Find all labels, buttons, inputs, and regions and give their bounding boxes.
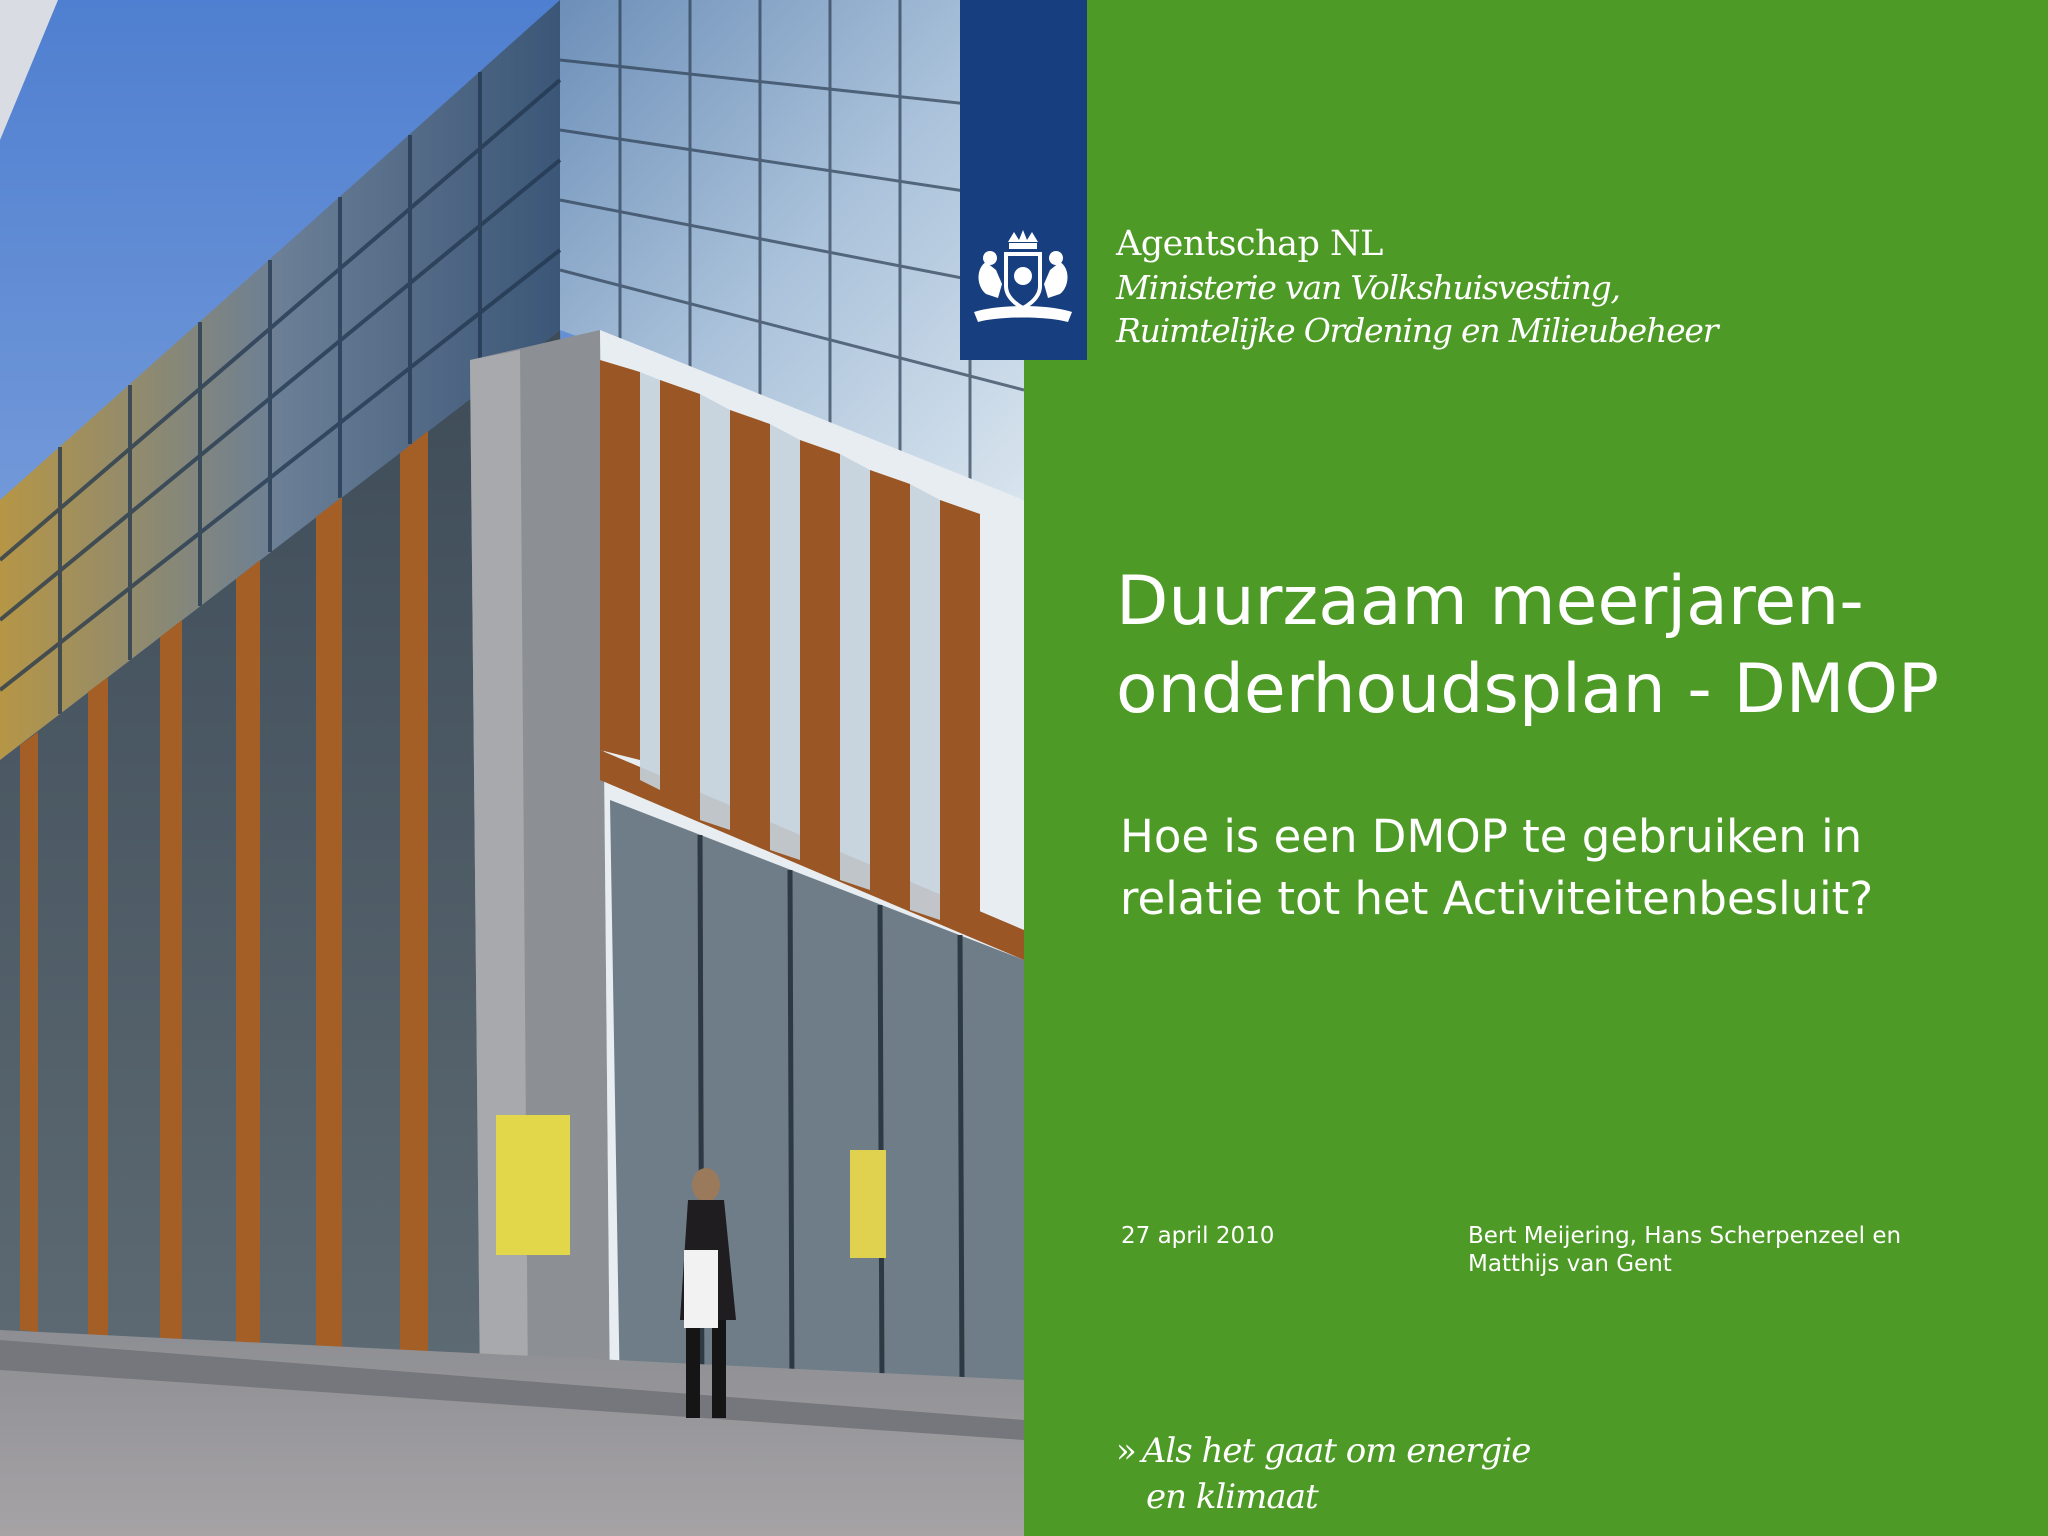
slide-title xyxy=(1116,558,2026,734)
organisation-name: Agentschap NL xyxy=(1116,224,1383,264)
organisation-block xyxy=(1116,222,1717,352)
presentation-date: 27 april 2010 xyxy=(1121,1223,1275,1249)
slide-subtitle-line-1: Hoe is een DMOP te gebruiken in xyxy=(1120,810,1863,863)
tagline-line-2: en klimaat xyxy=(1146,1477,1318,1517)
authors-line-2: Matthijs van Gent xyxy=(1468,1251,1672,1277)
authors-line-1: Bert Meijering, Hans Scherpenzeel en xyxy=(1468,1223,1902,1249)
government-logo-ribbon xyxy=(960,0,1087,360)
slide-subtitle-line-2: relatie tot het Activiteitenbesluit? xyxy=(1120,872,1874,925)
slide-title-line-2: onderhoudsplan - DMOP xyxy=(1116,650,1940,729)
tagline xyxy=(1116,1428,1530,1520)
slide-title-line-1: Duurzaam meerjaren- xyxy=(1116,562,1864,641)
tagline-line-1: Als het gaat om energie xyxy=(1141,1431,1531,1471)
tagline-marker: » xyxy=(1116,1431,1136,1471)
presentation-authors xyxy=(1468,1222,1901,1278)
slide-subtitle xyxy=(1120,806,2030,930)
royal-coat-of-arms-icon xyxy=(968,228,1079,332)
ministry-line-2: Ruimtelijke Ordening en Milieubeheer xyxy=(1116,311,1718,350)
ministry-line-1: Ministerie van Volkshuisvesting, xyxy=(1116,268,1620,307)
